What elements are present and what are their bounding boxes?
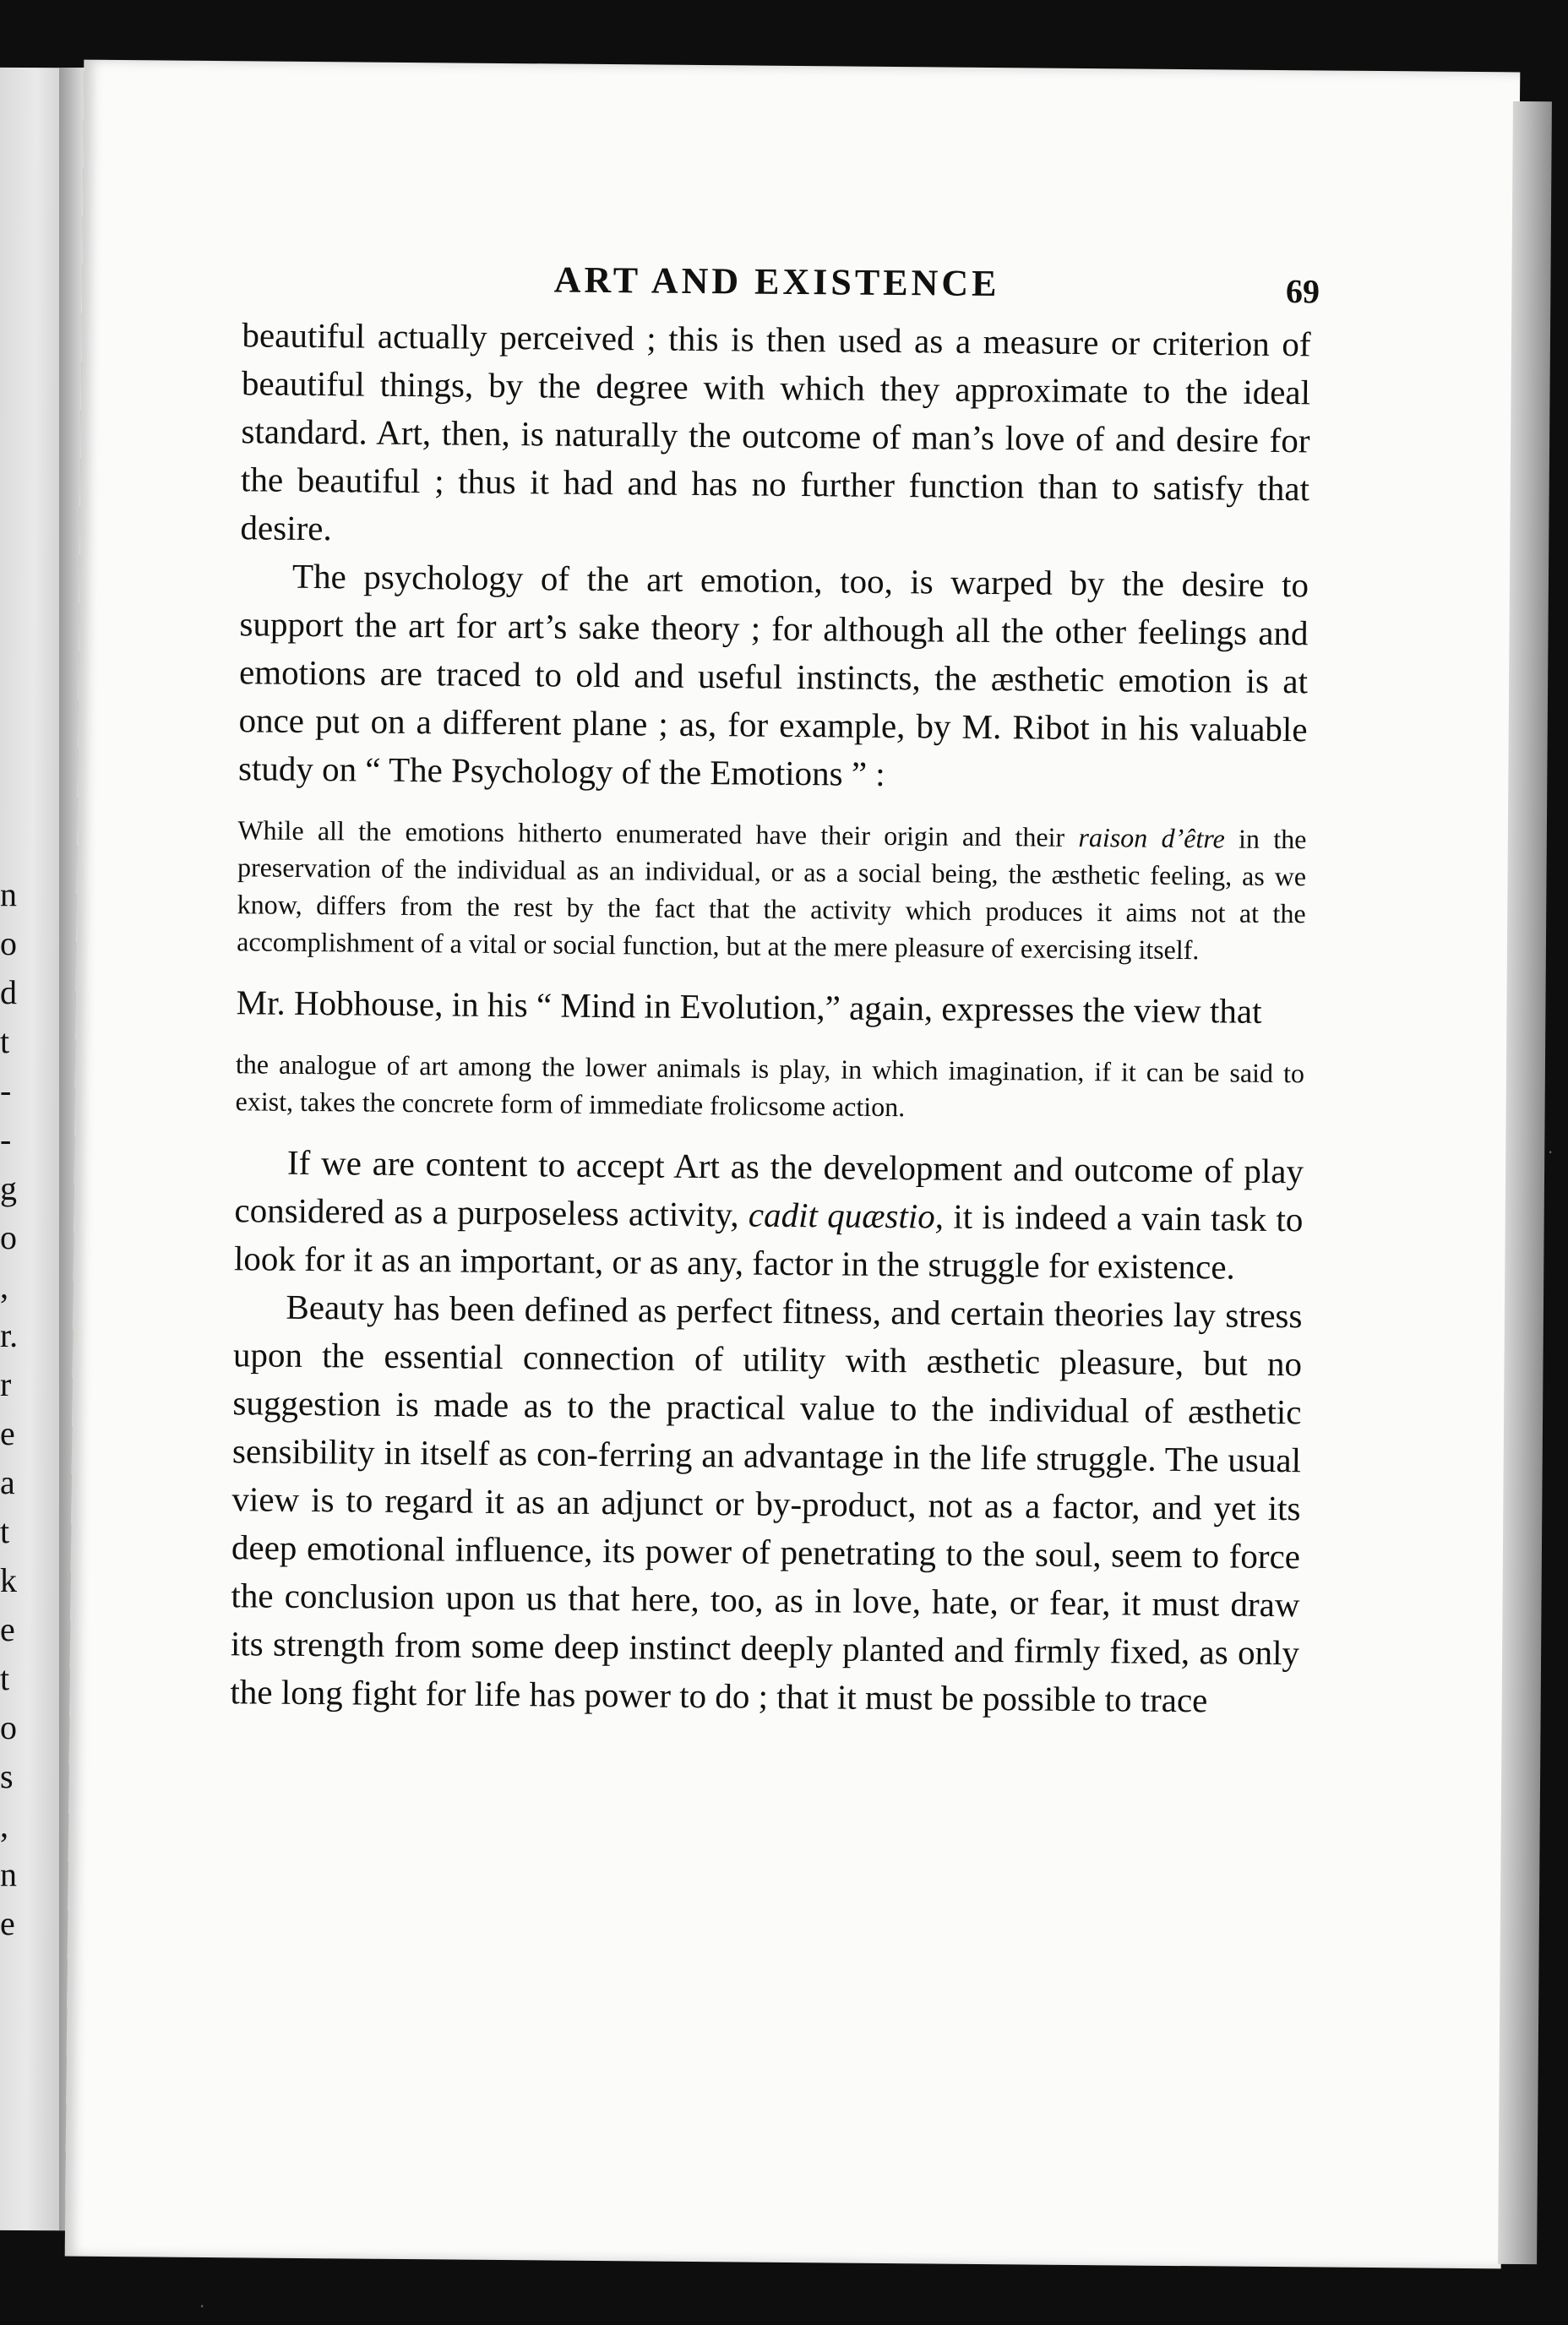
right-page	[65, 60, 1521, 2269]
left-fragment: -	[0, 1071, 12, 1109]
left-fragment: e	[0, 1414, 15, 1452]
paragraph-text: If we are content to accept Art as the development and outcome of play considered as a purposeless activity,	[234, 1142, 1304, 1234]
paragraph-4	[234, 1138, 1304, 1292]
quote-italic-phrase: raison d’être	[1078, 821, 1225, 854]
left-fragment: t	[0, 1659, 10, 1697]
left-fragment: e	[0, 1904, 15, 1942]
left-fragment: n	[0, 875, 17, 913]
scan-speck: ·	[1548, 1142, 1554, 1162]
block-quote-hobhouse: the analogue of art among the lower animals is play, in which imagination, if it can be said to exist, takes the concrete form of immediate frolicsome action.	[235, 1048, 1305, 1123]
block-quote-ribot	[237, 811, 1306, 969]
paragraph-2: The psychology of the art emotion, too, is warped by the desire to support the art for art’s sake theory ; for although all the other feelings and emotions are traced to old and useful instincts, the æsthetic emotion is at once put on a different plane ; as, for example, by M. Ribot in his valuable study on “ The Psychology of the Emotions ” :	[237, 556, 1309, 793]
scan-speck: ·	[199, 2296, 205, 2317]
left-fragment: o	[0, 924, 17, 962]
left-fragment: r.	[0, 1316, 19, 1354]
page-content	[230, 255, 1320, 1725]
paragraph-3: Mr. Hobhouse, in his “ Mind in Evolution,” again, expresses the view that	[236, 983, 1262, 1031]
left-fragment: ,	[0, 1267, 8, 1305]
left-fragment: n	[0, 1855, 17, 1893]
left-fragment: t	[0, 1022, 10, 1060]
paragraph-5: Beauty has been defined as perfect fitness, and certain theories lay stress upon the essential connection of utility with æsthetic pleasure, but no suggestion is made as to the practical value to the individual of æsthetic sensibility in itself as con-ferring an advantage in the life struggle. The usual view is to regard it as an adjunct or by-product, not as a factor, and yet its deep emotional influence, its power of penetrating to the soul, seem to force the conclusion upon us that here, too, as in love, hate, or fear, it must draw its strength from some deep instinct deeply planted and firmly fixed, as only the long fight for life has power to do ; that it must be possible to trace	[230, 1287, 1303, 1720]
left-fragment: s	[0, 1757, 14, 1795]
left-fragment: k	[0, 1561, 17, 1599]
quote-text: in the preservation of the individual as an individual, or as a social being, the æsthetic feeling, as we know, differs from the rest by the fact that the activity which produces it aims not at the accomplishment of a vital or social function, but at the mere pleasure of exercising itself.	[237, 823, 1307, 966]
left-fragment: g	[0, 1169, 17, 1207]
left-fragment: ,	[0, 1806, 8, 1844]
left-fragment: o	[0, 1218, 17, 1256]
paragraph-1: beautiful actually perceived ; this is then used as a measure or criterion of beautiful things, by the degree with which they approximate to the ideal standard. Art, then, is naturally the outcome of man’s love of and desire for the beautiful ; thus it had and has no further function than to satisfy that desire.	[240, 315, 1311, 548]
left-page-text-fragments	[0, 870, 25, 1948]
paragraph-text: it is indeed a vain task to look for it as an important, or as any, factor in the struggle for existence.	[233, 1196, 1304, 1287]
left-fragment: o	[0, 1708, 17, 1746]
running-title: ART AND EXISTENCE	[553, 259, 1000, 305]
running-head	[242, 255, 1320, 320]
left-fragment: -	[0, 1120, 12, 1158]
left-fragment: r	[0, 1365, 12, 1403]
quote-text: While all the emotions hitherto enumerated have their origin and their	[237, 814, 1079, 852]
page-number: 69	[1285, 272, 1320, 311]
left-fragment: e	[0, 1610, 15, 1648]
italic-phrase: cadit quæstio,	[748, 1195, 945, 1236]
left-fragment: d	[0, 973, 17, 1011]
left-fragment: t	[0, 1512, 10, 1550]
left-fragment: a	[0, 1463, 15, 1501]
